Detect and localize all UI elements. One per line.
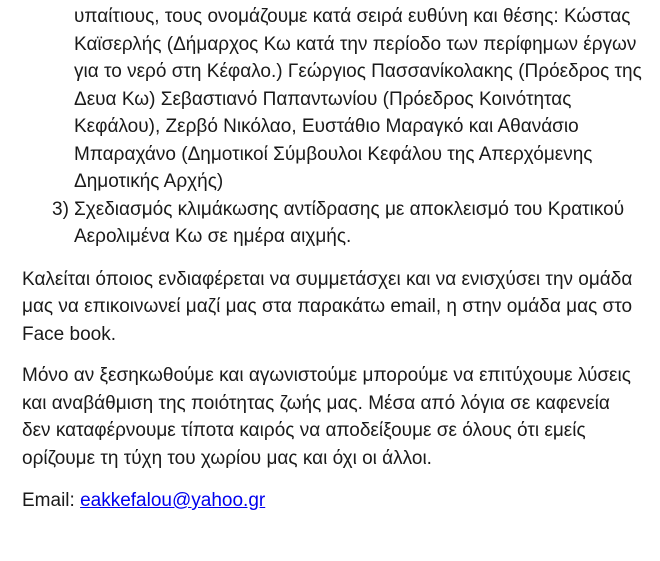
invite-paragraph: Καλείται όποιος ενδιαφέρεται να συμμετάσχει και να ενισχύσει την ομάδα μας να επικοινωνεί μαζί μας στα παρακάτω email, η στην ομάδα μας στο Face book. [22, 268, 633, 345]
contact-line [22, 487, 642, 515]
list-item-3 [22, 196, 642, 251]
list-item-2-text: υπαίτιους, τους ονομάζουμε κατά σειρά ευθύνη και θέσης: Κώστας Καϊσερλής (Δήμαρχος Κω κατά την περίοδο των περίφημων έργων για το νερό στη Κέφαλο.) Γεώργιος Πασσανίκολακης (Πρόεδρος της Δευα Κω) Σεβαστιανό Παπαντωνίου (Πρόεδρος Κοινότητας Κεφάλου), Ζερβό Νικόλαο, Ευστάθιο Μαραγκό και Αθανάσιο Μπαραχάνο (Δημοτικοί Σύμβουλοι Κεφάλου της Απερχόμενης Δημοτικής Αρχής) [74, 6, 642, 192]
document-body [22, 0, 642, 515]
list-item-2-continuation [22, 3, 642, 196]
email-label: Email: [22, 490, 75, 511]
closing-paragraph: Μόνο αν ξεσηκωθούμε και αγωνιστούμε μπορούμε να επιτύχουμε λύσεις και αναβάθμιση της ποιότητας ζωής μας. Μέσα από λόγια σε καφενεία δεν καταφέρνουμε τίποτα καιρός να αποδείξουμε σε όλους ότι εμείς ορίζουμε τη τύχη του χωρίου μας και όχι οι άλλοι. [22, 365, 631, 469]
email-link[interactable]: eakkefalou@yahoo.gr [80, 490, 266, 511]
list-item-3-number: 3) [52, 198, 69, 220]
numbered-list [22, 3, 642, 251]
list-item-3-text: Σχεδιασμός κλιμάκωσης αντίδρασης με αποκλεισμό του Κρατικού Αερολιμένα Κω σε ημέρα αιχμής. [74, 198, 625, 247]
